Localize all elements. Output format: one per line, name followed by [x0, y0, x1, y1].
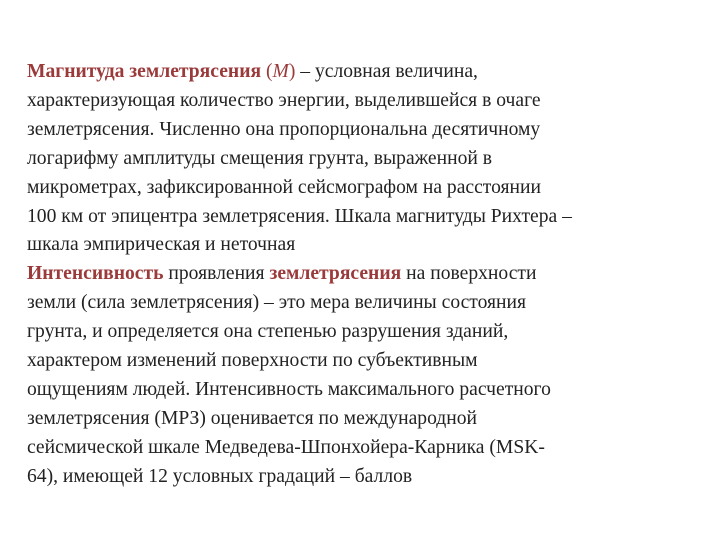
- magnitude-paragraph: [27, 58, 713, 260]
- magnitude-line-5: микрометрах, зафиксированной сейсмографом на расстоянии: [27, 176, 542, 198]
- intensity-line-1-rest: на поверхности: [401, 263, 537, 285]
- intensity-line-2: земли (сила землетрясения) – это мера величины состояния: [27, 292, 527, 314]
- magnitude-term: Магнитуда землетрясения: [27, 61, 262, 82]
- magnitude-line-3: землетрясения. Численно она пропорциональна десятичному: [27, 118, 541, 140]
- intensity-line-5: ощущениям людей. Интенсивность максимального расчетного: [27, 378, 551, 400]
- magnitude-line-1-rest: – условная величина,: [295, 61, 478, 82]
- intensity-line-7: сейсмической шкале Медведева-Шпонхойера-Карника (MSK-: [27, 436, 545, 458]
- magnitude-symbol: М: [272, 61, 289, 82]
- intensity-mid: проявления: [163, 263, 270, 285]
- paren-open: (: [266, 61, 273, 82]
- body-text: [27, 58, 713, 492]
- magnitude-line-4: логарифму амплитуды смещения грунта, выраженной в: [27, 147, 493, 169]
- magnitude-line-6: 100 км от эпицентра землетрясения. Шкала магнитуды Рихтера –: [27, 205, 572, 227]
- magnitude-line-2: характеризующая количество энергии, выделившейся в очаге: [27, 89, 541, 111]
- earthquake-term: землетрясения: [269, 263, 402, 285]
- intensity-line-3: грунта, и определяется она степенью разрушения зданий,: [27, 321, 509, 343]
- paren-close: ): [288, 61, 296, 82]
- intensity-paragraph: [27, 260, 713, 491]
- intensity-line-1: [27, 260, 713, 289]
- magnitude-line-1: [27, 58, 713, 87]
- intensity-line-4: характером изменений поверхности по субъективным: [27, 350, 478, 372]
- intensity-line-6: землетрясения (МРЗ) оценивается по международной: [27, 407, 478, 429]
- intensity-line-8: 64), имеющей 12 условных градаций – баллов: [27, 465, 413, 487]
- magnitude-line-7: шкала эмпирическая и неточная: [27, 234, 296, 256]
- intensity-term: Интенсивность: [27, 263, 164, 285]
